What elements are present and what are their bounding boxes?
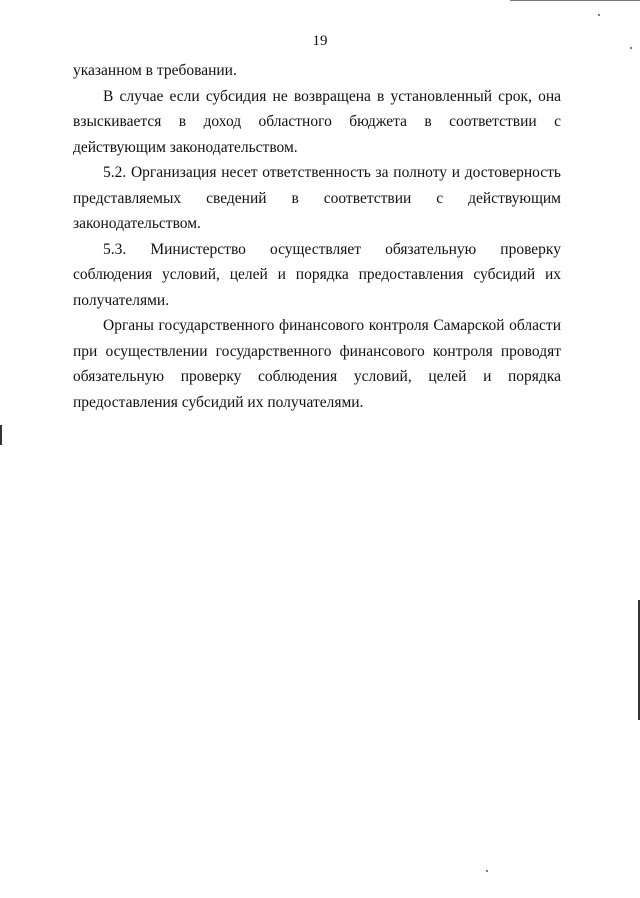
page-number: 19 — [312, 33, 328, 49]
scan-edge-line — [510, 0, 640, 1]
document-body — [73, 58, 561, 415]
scan-speck — [598, 14, 600, 16]
paragraph-5-2: 5.2. Организация несет ответственность за полноту и достоверность представляемых сведений в соответствии с действующим законодательством. — [73, 164, 561, 232]
paragraph-subsidy-return: В случае если субсидия не возвращена в установленный срок, она взыскивается в доход областного бюджета в соответствии с действующим законодательством. — [73, 87, 561, 156]
scan-edge-mark-left — [0, 425, 2, 445]
paragraph-5-3: 5.3. Министерство осуществляет обязательную проверку соблюдения условий, целей и порядка предоставления субсидий их получателями. — [73, 240, 561, 309]
scan-speck — [486, 870, 488, 872]
paragraph-continuation: указанном в требовании. — [73, 62, 237, 79]
paragraph-financial-control: Органы государственного финансового контроля Самарской области при осуществлении государственного финансового контроля проводят обязательную проверку соблюдения условий, целей и порядка предоставления субсидий их получателями. — [73, 317, 561, 411]
